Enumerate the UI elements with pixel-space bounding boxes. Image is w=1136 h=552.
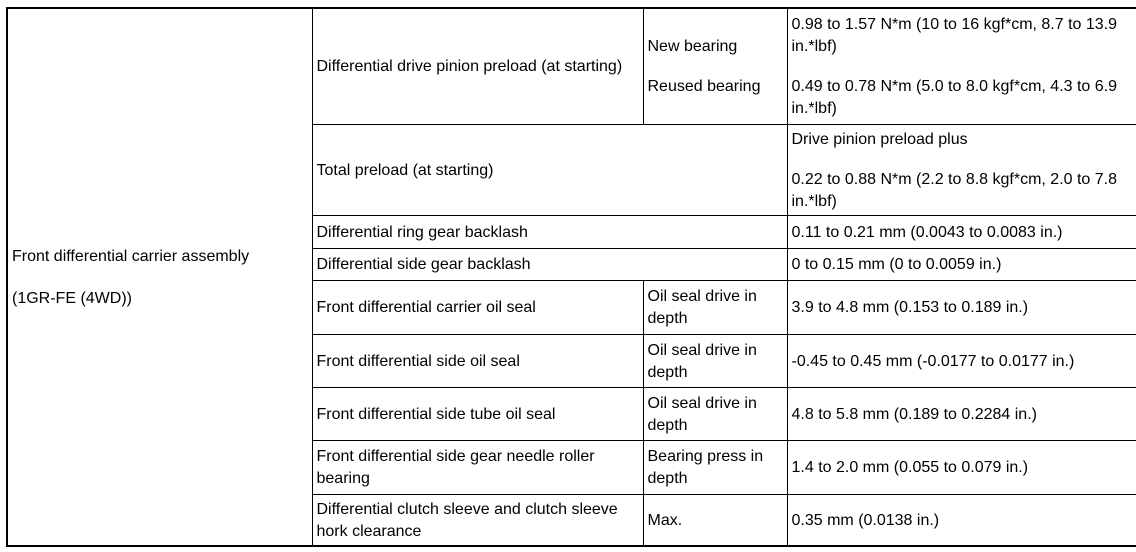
item-side-tube-oil-seal: Front differential side tube oil seal xyxy=(312,387,643,440)
condition-cell xyxy=(643,8,787,124)
condition-new-bearing: New bearing xyxy=(647,38,738,56)
value-side-tube-oil-seal: 4.8 to 5.8 mm (0.189 to 0.2284 in.) xyxy=(787,387,1136,440)
item-side-gear-backlash: Differential side gear backlash xyxy=(312,248,787,280)
item-needle-roller-bearing: Front differential side gear needle roller bearing xyxy=(312,440,643,494)
value-new-bearing: 0.98 to 1.57 N*m (10 to 16 kgf*cm, 8.7 to 13.9 in.*lbf) xyxy=(791,16,1118,56)
assembly-model: (1GR-FE (4WD)) xyxy=(12,290,132,307)
value-needle-roller-bearing: 1.4 to 2.0 mm (0.055 to 0.079 in.) xyxy=(787,440,1136,494)
value-ring-gear-backlash: 0.11 to 0.21 mm (0.0043 to 0.0083 in.) xyxy=(787,215,1136,248)
value-clutch-sleeve-clearance: 0.35 mm (0.0138 in.) xyxy=(787,494,1136,546)
item-pinion-preload: Differential drive pinion preload (at starting) xyxy=(312,8,643,124)
item-side-oil-seal: Front differential side oil seal xyxy=(312,334,643,387)
item-total-preload: Total preload (at starting) xyxy=(312,124,787,215)
spec-table xyxy=(6,7,1136,547)
value-total-preload-line2: 0.22 to 0.88 N*m (2.2 to 8.8 kgf*cm, 2.0 to 7.8 in.*lbf) xyxy=(791,170,1118,210)
value-carrier-oil-seal: 3.9 to 4.8 mm (0.153 to 0.189 in.) xyxy=(787,280,1136,334)
value-cell xyxy=(787,8,1136,124)
condition-clutch-sleeve-clearance: Max. xyxy=(643,494,787,546)
assembly-name: Front differential carrier assembly xyxy=(12,248,250,265)
table-row xyxy=(7,8,1136,124)
value-side-gear-backlash: 0 to 0.15 mm (0 to 0.0059 in.) xyxy=(787,248,1136,280)
value-side-oil-seal: -0.45 to 0.45 mm (-0.0177 to 0.0177 in.) xyxy=(787,334,1136,387)
condition-needle-roller-bearing: Bearing press in depth xyxy=(643,440,787,494)
item-clutch-sleeve-clearance: Differential clutch sleeve and clutch sleeve hork clearance xyxy=(312,494,643,546)
value-reused-bearing: 0.49 to 0.78 N*m (5.0 to 8.0 kgf*cm, 4.3 to 6.9 in.*lbf) xyxy=(791,78,1118,118)
assembly-cell xyxy=(7,8,312,546)
item-ring-gear-backlash: Differential ring gear backlash xyxy=(312,215,787,248)
condition-side-oil-seal: Oil seal drive in depth xyxy=(643,334,787,387)
value-total-preload-line1: Drive pinion preload plus xyxy=(791,130,968,148)
condition-side-tube-oil-seal: Oil seal drive in depth xyxy=(643,387,787,440)
condition-carrier-oil-seal: Oil seal drive in depth xyxy=(643,280,787,334)
value-cell xyxy=(787,124,1136,215)
item-carrier-oil-seal: Front differential carrier oil seal xyxy=(312,280,643,334)
condition-reused-bearing: Reused bearing xyxy=(647,78,761,96)
